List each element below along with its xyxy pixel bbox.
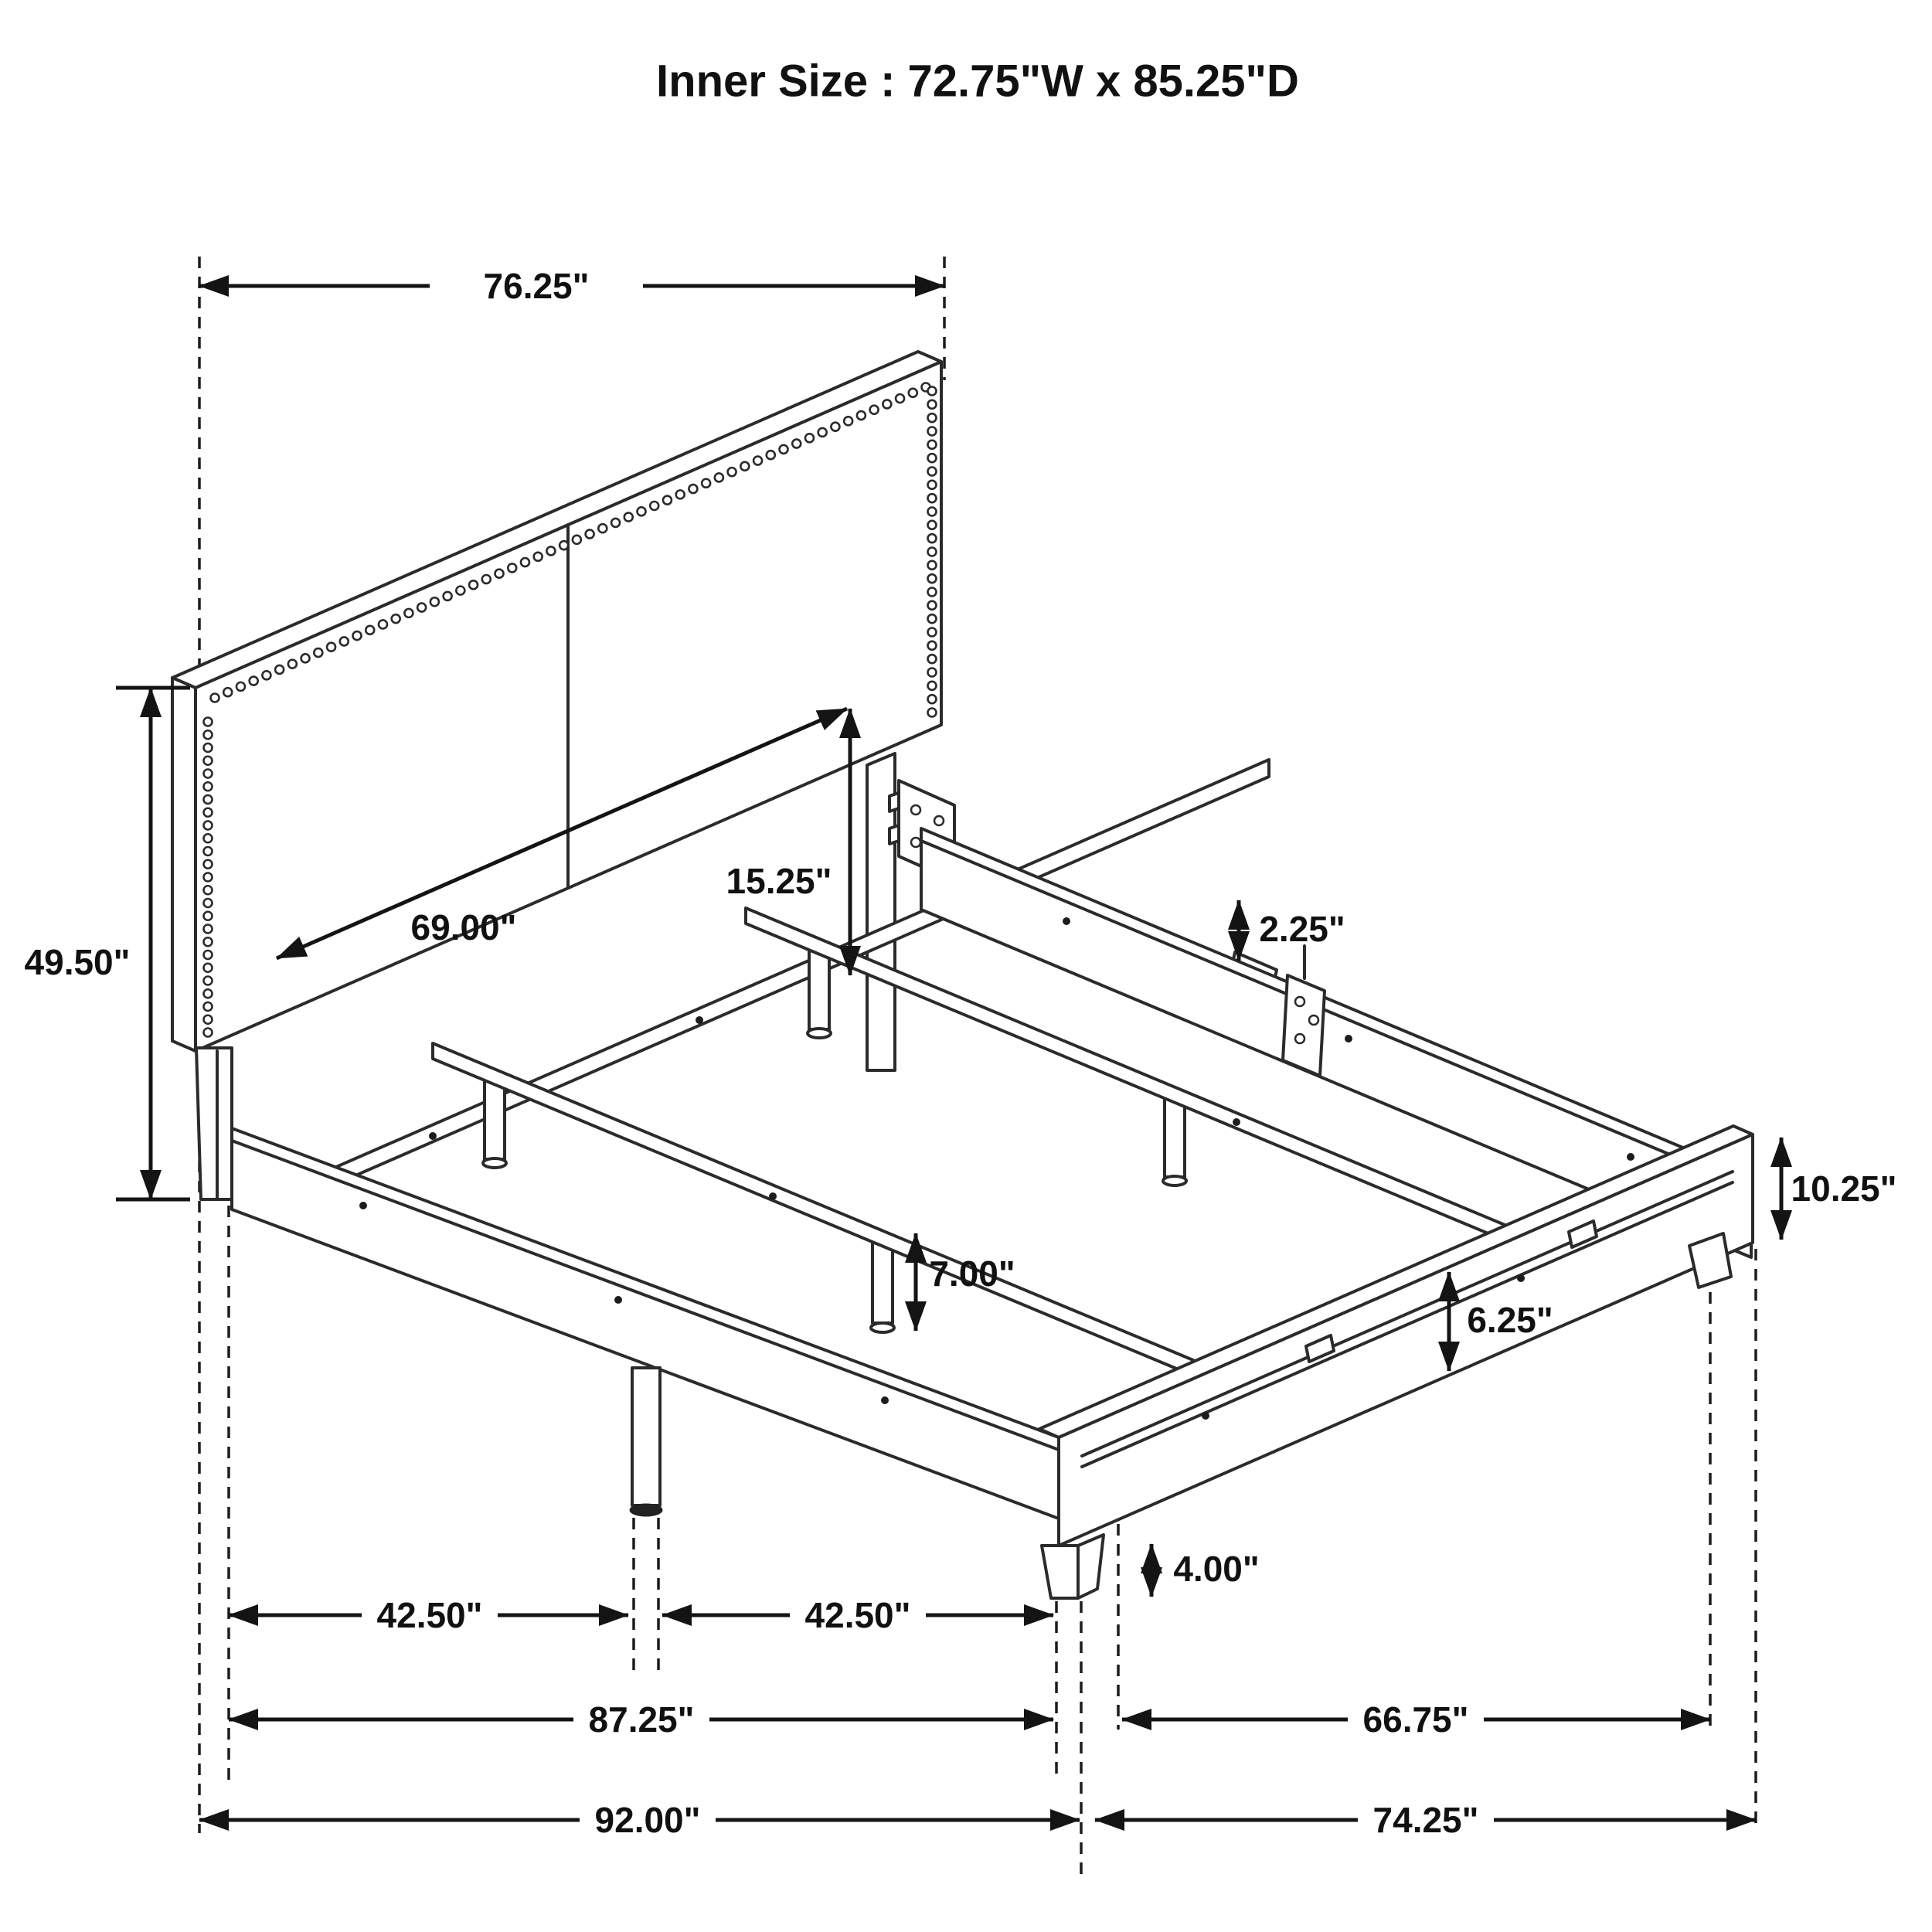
bed-drawing <box>172 352 1753 1598</box>
dim-label-outer-length: 92.00" <box>594 1800 701 1840</box>
center-rail-left <box>433 1043 1267 1406</box>
dim-label-rail-thickness: 2.25" <box>1259 909 1345 949</box>
page-title: Inner Size : 72.75"W x 85.25"D <box>656 56 1299 107</box>
dim-label-foot-leg-height: 4.00" <box>1173 1549 1260 1589</box>
dim-label-inner-width: 69.00" <box>410 907 517 947</box>
dim-label-side-rail-height: 6.25" <box>1467 1300 1553 1340</box>
extension-lines <box>199 257 1756 1881</box>
dim-label-leg-span-foot: 42.50" <box>804 1595 911 1635</box>
dim-label-footboard-height: 10.25" <box>1791 1168 1897 1209</box>
dim-label-overall-height: 49.50" <box>24 942 131 982</box>
dim-label-inner-length: 87.25" <box>588 1699 695 1740</box>
dim-label-footboard-inner-span: 66.75" <box>1362 1699 1469 1740</box>
foot-leg-near <box>1042 1535 1104 1598</box>
rail-bracket <box>1283 975 1325 1076</box>
dimension-lines <box>116 286 1781 1820</box>
dim-label-center-leg-height: 7.00" <box>929 1253 1015 1294</box>
dim-label-headboard-width: 76.25" <box>483 266 590 306</box>
headboard-left-post <box>196 1048 232 1199</box>
dim-label-foot-outer-span: 74.25" <box>1372 1800 1479 1840</box>
dim-label-leg-span-head: 42.50" <box>376 1595 483 1635</box>
side-rail-middle-leg <box>630 1368 662 1516</box>
dim-label-post-exposed: 15.25" <box>726 861 832 901</box>
